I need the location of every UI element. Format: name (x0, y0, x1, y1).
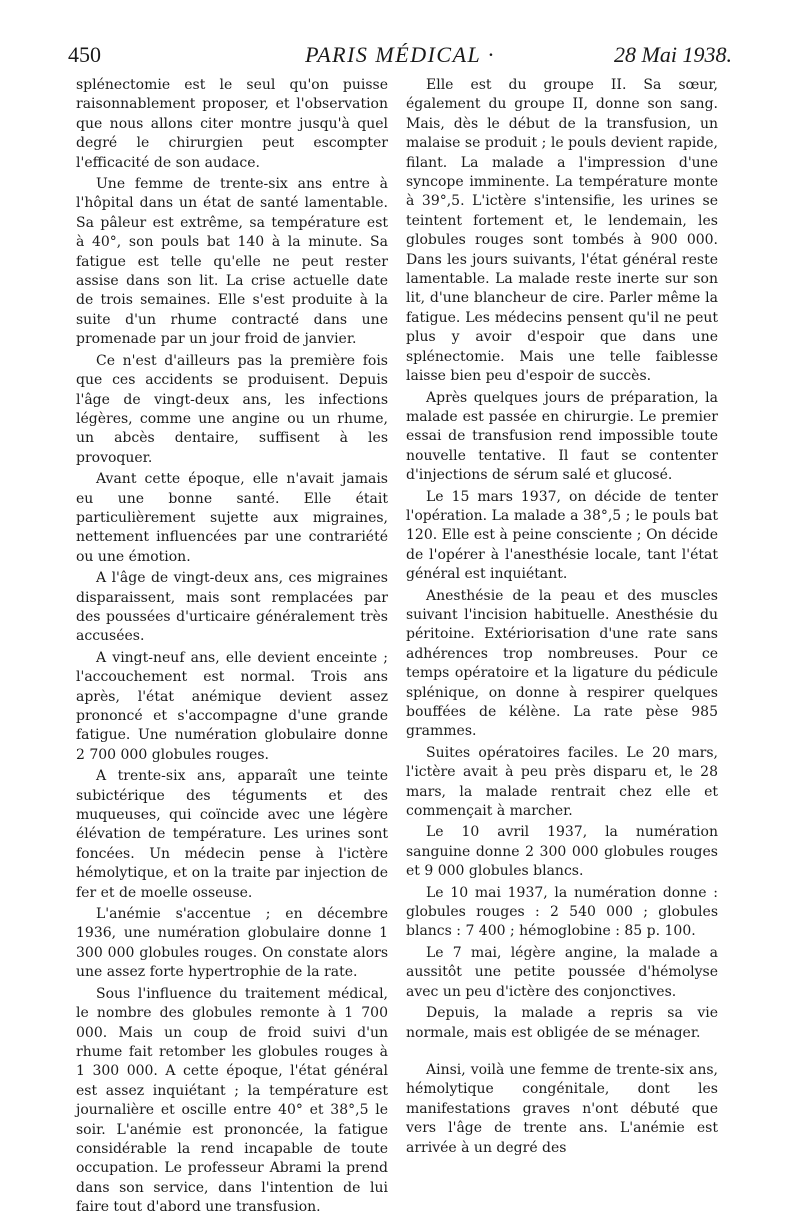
paragraph: Depuis, la malade a repris sa vie normale, mais est obligée de se ménager. (406, 1005, 718, 1041)
paragraph: Ainsi, voilà une femme de trente-six ans, hémolytique congénitale, dont les manifestations graves n'ont débuté que vers l'âge de trente ans. L'anémie est arrivée à un degré des (406, 1061, 718, 1156)
paragraph: Après quelques jours de préparation, la malade est passée en chirurgie. Le premier essai de transfusion rend impossible toute nouvelle tentative. Il faut se contenter d'injections de sérum salé et glucosé. (406, 389, 718, 484)
paragraph: Une femme de trente-six ans entre à l'hôpital dans un état de santé lamentable. Sa pâleur est extrême, sa température est à 40°, son pouls bat 140 à la minute. Sa fatigue est telle qu'elle ne peut rester assise dans son lit. La crise actuelle date de trois semaines. Elle s'est produite à la suite d'un rhume contracté dans une promenade par un jour froid de janvier. (76, 176, 388, 348)
paragraph: Ce n'est d'ailleurs pas la première fois que ces accidents se produisent. Depuis l'âge de vingt-deux ans, les infections légères, comme une angine ou un rhume, un abcès dentaire, suffisent à les provoquer. (76, 352, 388, 466)
paragraph: Anesthésie de la peau et des muscles suivant l'incision habituelle. Anesthésie du péritoine. Extériorisation d'une rate sans adhérences trop nombreuses. Pour ce temps opératoire et la ligature du pédicule splénique, on donne à respirer quelques bouffées de kélène. La rate pèse 985 grammes. (406, 587, 718, 740)
issue-date: 28 Mai 1938. (614, 42, 732, 67)
left-column (76, 76, 388, 1220)
paragraph: Le 10 mai 1937, la numération donne : globules rouges : 2 540 000 ; globules blancs : 7 400 ; hémoglobine : 85 p. 100. (406, 884, 718, 940)
page-header (68, 42, 732, 72)
paragraph: L'anémie s'accentue ; en décembre 1936, une numération globulaire donne 1 300 000 globules rouges. On constate alors une assez forte hypertrophie de la rate. (76, 906, 388, 981)
paragraph: Le 10 avril 1937, la numération sanguine donne 2 300 000 globules rouges et 9 000 globules blancs. (406, 824, 718, 880)
paragraph: Le 15 mars 1937, on décide de tenter l'opération. La malade a 38°,5 ; le pouls bat 120. Elle est à peine consciente ; On décide de l'opérer à l'anesthésie locale, tant l'état général est inquiétant. (406, 488, 718, 583)
paragraph: A vingt-neuf ans, elle devient enceinte ; l'accouchement est normal. Trois ans après, l'état anémique devient assez prononcé et s'accompagne d'une grande fatigue. Une numération globulaire donne 2 700 000 globules rouges. (76, 649, 388, 763)
paragraph: splénectomie est le seul qu'on puisse raisonnablement proposer, et l'observation que nous allons citer montre jusqu'à quel degré le chirurgien peut escompter l'efficacité de son audace. (76, 77, 388, 171)
paragraph: Elle est du groupe II. Sa sœur, également du groupe II, donne son sang. Mais, dès le début de la transfusion, un malaise se produit ; le pouls devient rapide, filant. La malade a l'impression d'une syncope imminente. La température monte à 39°,5. L'ictère s'intensifie, les urines se teintent fortement et, le lendemain, les globules rouges sont tombés à 900 000. Dans les jours suivants, l'état général reste lamentable. La malade reste inerte sur son lit, d'une blancheur de cire. Parler même la fatigue. Les médecins pensent qu'il ne peut plus y avoir d'espoir que dans une splénectomie. Mais une telle faiblesse laisse bien peu d'espoir de succès. (406, 77, 718, 385)
page-number: 450 (68, 42, 101, 67)
paragraph: A l'âge de vingt-deux ans, ces migraines disparaissent, mais sont remplacées par des poussées d'urticaire généralement très accusées. (76, 570, 388, 645)
paragraph: A trente-six ans, apparaît une teinte subictérique des téguments et des muqueuses, qui coïncide avec une légère élévation de température. Les urines sont foncées. Un médecin pense à l'ictère hémolytique, et on la traite par injection de fer et de moelle osseuse. (76, 768, 388, 901)
paragraph: Le 7 mai, légère angine, la malade a aussitôt une petite poussée d'hémolyse avec un peu d'ictère des conjonctives. (406, 944, 718, 1000)
right-column (406, 76, 718, 1160)
journal-title: PARIS MÉDICAL · (305, 42, 495, 67)
paragraph: Suites opératoires faciles. Le 20 mars, l'ictère avait à peu près disparu et, le 28 mars, la malade rentrait chez elle et commençait à marcher. (406, 744, 718, 820)
paragraph: Sous l'influence du traitement médical, le nombre des globules remonte à 1 700 000. Mais un coup de froid suivi d'un rhume fait retomber les globules rouges à 1 300 000. A cette époque, l'état général est assez inquiétant ; la température est journalière et oscille entre 40° et 38°,5 le soir. L'anémie est prononcée, la fatigue considérable la rend incapable de toute occupation. Le professeur Abrami la prend dans son service, dans l'intention de lui faire tout d'abord une transfusion. (76, 985, 388, 1216)
paragraph: Avant cette époque, elle n'avait jamais eu une bonne santé. Elle était particulièrement sujette aux migraines, nettement influencées par une contrariété ou une émotion. (76, 471, 388, 565)
